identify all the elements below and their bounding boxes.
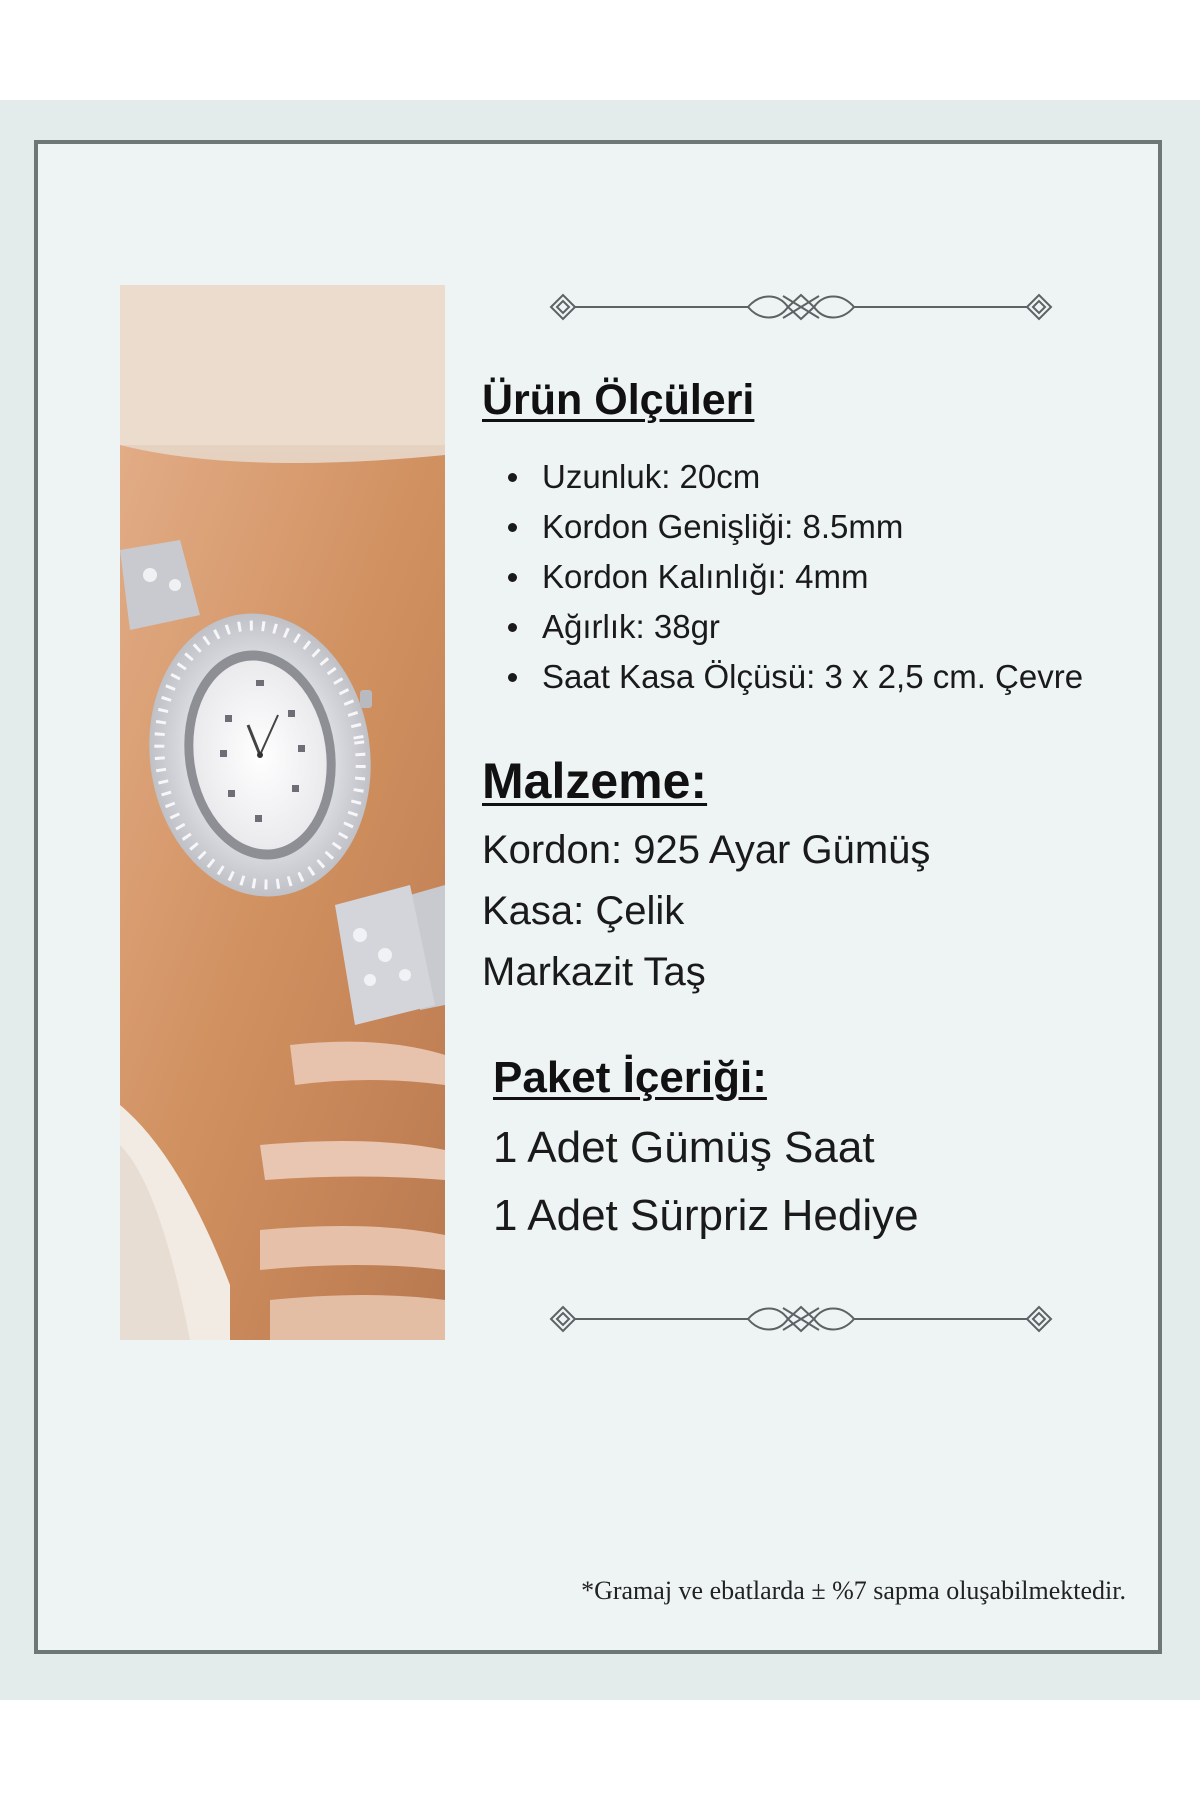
- bullet-icon: [508, 473, 517, 482]
- bullet-icon: [508, 573, 517, 582]
- material-list: [482, 820, 930, 1003]
- tolerance-footnote: *Gramaj ve ebatlarda ± %7 sapma oluşabilmektedir.: [581, 1576, 1126, 1605]
- list-item-text: Kordon Kalınlığı: 4mm: [542, 558, 869, 595]
- list-item-text: Saat Kasa Ölçüsü: 3 x 2,5 cm. Çevre: [542, 658, 1084, 695]
- bullet-icon: [508, 623, 517, 632]
- material-heading: Malzeme:: [482, 753, 708, 809]
- list-item: [512, 452, 1152, 502]
- product-photo: [120, 285, 445, 1340]
- watch-photo-illustration: [120, 285, 445, 1340]
- material-line: Kordon: 925 Ayar Gümüş: [482, 828, 931, 872]
- ornamental-divider-top: [548, 284, 1054, 330]
- dimensions-heading: Ürün Ölçüleri: [482, 376, 755, 424]
- package-line: 1 Adet Sürpriz Hediye: [493, 1191, 919, 1240]
- list-item: [512, 652, 1152, 702]
- material-line: Markazit Taş: [482, 950, 706, 994]
- package-heading: Paket İçeriği:: [493, 1053, 767, 1102]
- bullet-icon: [508, 673, 517, 682]
- list-item: [512, 602, 1152, 652]
- list-item: [512, 552, 1152, 602]
- package-line: 1 Adet Gümüş Saat: [493, 1123, 875, 1172]
- list-item-text: Kordon Genişliği: 8.5mm: [542, 508, 904, 545]
- list-item: [512, 502, 1152, 552]
- list-item-text: Uzunluk: 20cm: [542, 458, 761, 495]
- material-line: Kasa: Çelik: [482, 889, 685, 933]
- ornamental-divider-bottom: [548, 1296, 1054, 1342]
- dimensions-list: [512, 452, 1152, 702]
- list-item-text: Ağırlık: 38gr: [542, 608, 720, 645]
- bullet-icon: [508, 523, 517, 532]
- package-list: [493, 1114, 919, 1250]
